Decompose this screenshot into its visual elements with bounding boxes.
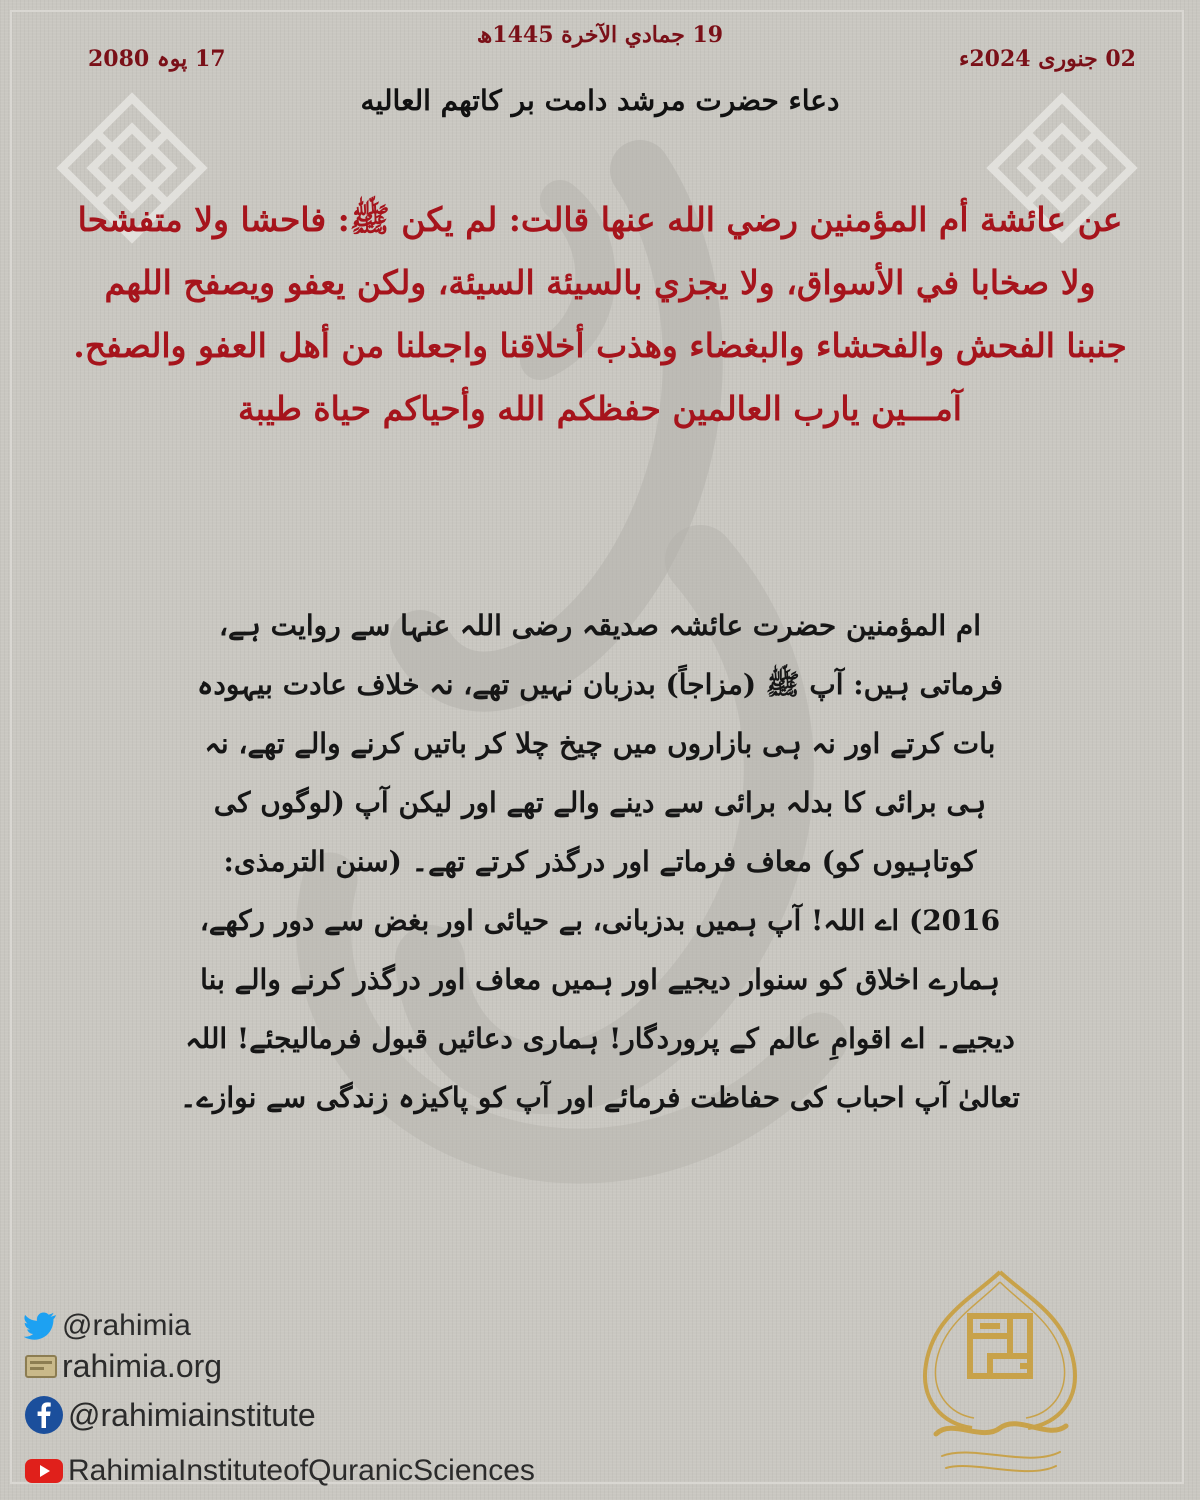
website-url: rahimia.org (62, 1347, 223, 1384)
urdu-translation-text: ام المؤمنین حضرت عائشہ صدیقہ رضی اللہ عنہا سے روایت ہے، فرماتی ہیں: آپ ﷺ (مزاجاً) بدزبان نہیں تھے، نہ خلاف عادت بیہودہ بات کرتے اور نہ ہی بازاروں میں چیخ چلا کر باتیں کرنے والے تھے، نہ ہی برائی کا بدلہ برائی سے دینے والے تھے اور لیکن آپ (لوگوں کی کوتاہیوں کو) معاف فرماتے اور درگذر کرتے تھے۔ (سنن الترمذی: 2016) اے اللہ! آپ ہمیں بدزبانی، بے حیائی اور بغض سے دور رکھے، ہمارے اخلاق کو سنوار دیجیے اور ہمیں معاف اور درگذر کرنے والے بنا دیجیے۔ اے اقوامِ عالم کے پروردگار! ہماری دعائیں قبول فرمالیجئے! اللہ تعالیٰ آپ احباب کی حفاظت فرمائے اور آپ کو پاکیزہ زندگی سے نوازے۔ (180, 609, 1020, 1114)
page-title: دعاء حضرت مرشد دامت بر کاتهم العاليه (360, 84, 840, 117)
website-link[interactable] (24, 1344, 222, 1388)
twitter-handle: @rahimia (62, 1309, 191, 1342)
hijri-date: 19 جمادي الآخرة 1445ھ (476, 22, 724, 48)
youtube-channel: RahimiaInstituteofQuranicSciences (68, 1454, 535, 1487)
twitter-icon (24, 1311, 58, 1341)
gregorian-date: 02 جنوری 2024ء (959, 46, 1136, 72)
youtube-link[interactable] (24, 1449, 535, 1493)
youtube-icon (24, 1456, 64, 1486)
bikrami-date: 17 پوہ 2080 (88, 46, 226, 72)
twitter-link[interactable] (24, 1304, 191, 1348)
arabic-hadith-text: عن عائشة أم المؤمنين رضي الله عنها قالت: لم يكن ﷺ: فاحشا ولا متفشحا ولا صخابا في الأسواق، ولا يجزي بالسيئة السيئة، ولكن يعفو ويصفح اللهم جنبنا الفحش والفحشاء والبغضاء وهذب أخلاقنا واجعلنا من أهل العفو والصفح. آمـــين يارب العالمين حفظكم الله وأحياكم حياة طيبة (73, 200, 1127, 428)
web-icon (24, 1351, 58, 1381)
facebook-link[interactable] (24, 1393, 316, 1437)
facebook-icon (24, 1395, 64, 1435)
rahimia-logo (912, 1268, 1088, 1486)
facebook-handle: @rahimiainstitute (68, 1396, 316, 1433)
